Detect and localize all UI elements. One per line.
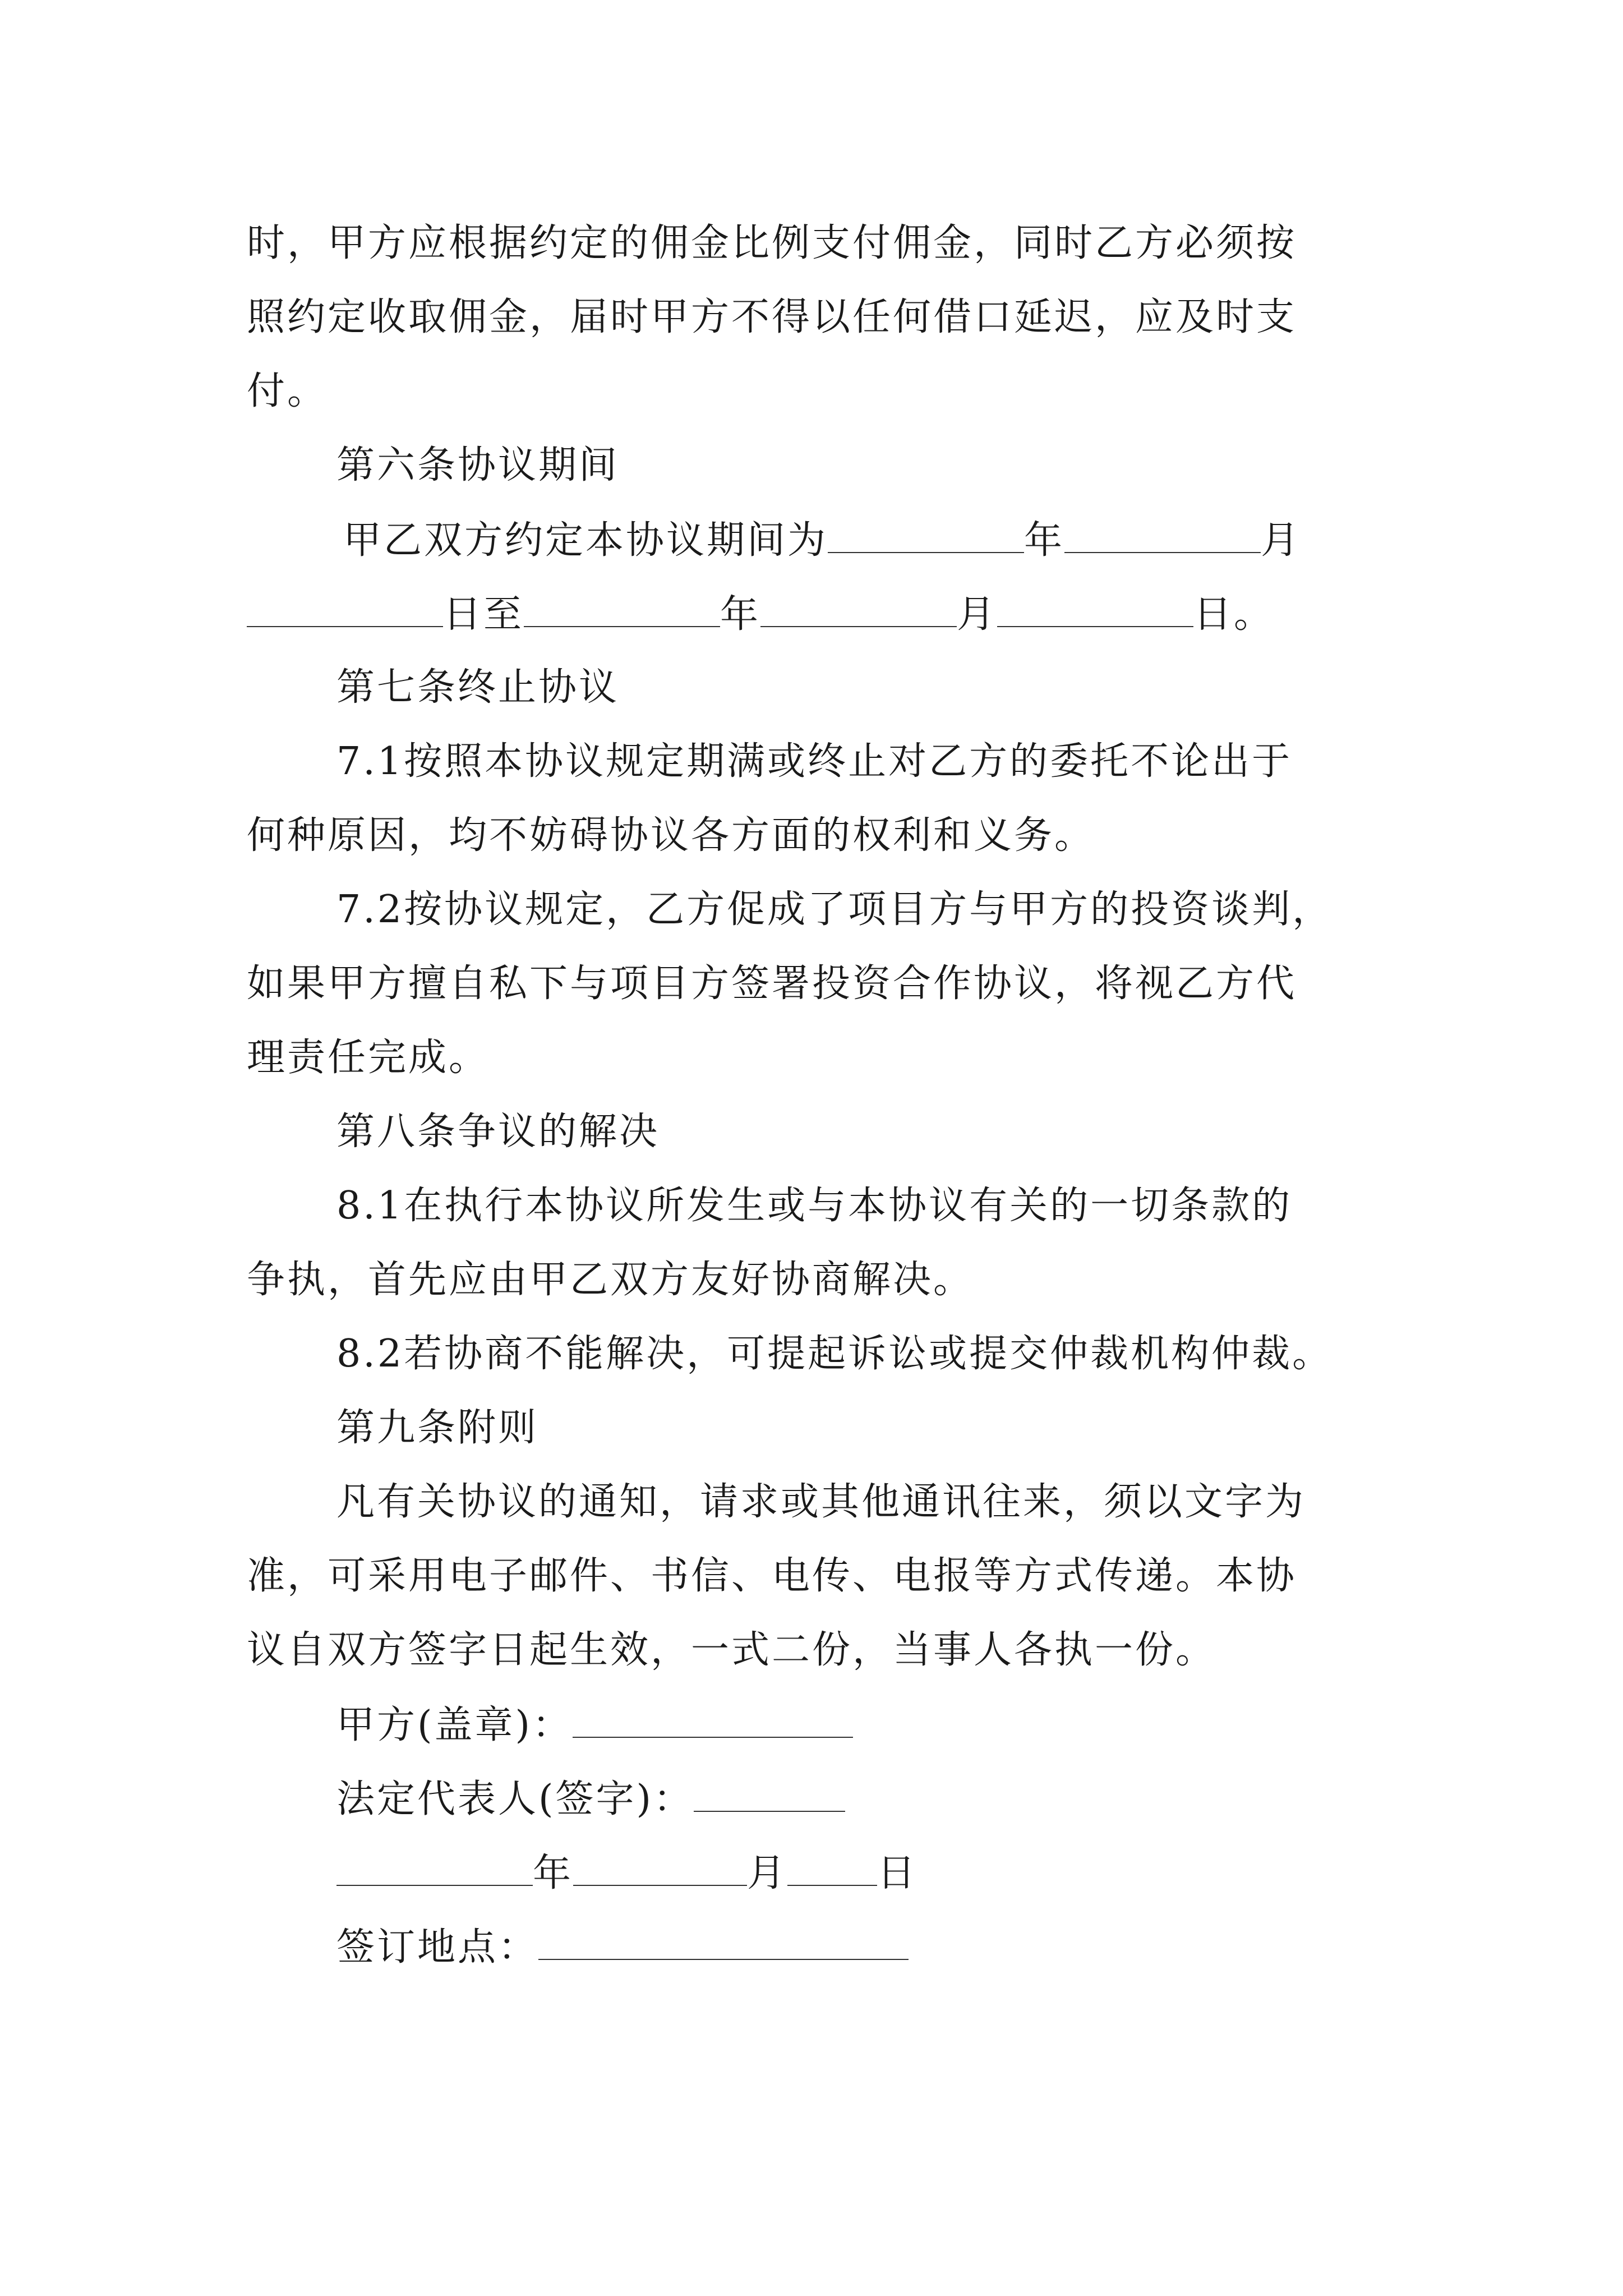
- sign-place-line: [336, 1925, 909, 1970]
- sign-date-line: [336, 1853, 917, 1893]
- text-line: 8.2若协商不能解决，可提起诉讼或提交仲裁机构仲裁。: [336, 1332, 1333, 1376]
- party-a-field[interactable]: [573, 1705, 853, 1738]
- year-label: 年: [1024, 518, 1065, 563]
- text-line: 争执，首先应由甲乙双方友好协商解决。: [247, 1258, 974, 1302]
- day-label: 日: [877, 1851, 918, 1895]
- month-label: 月: [1261, 518, 1302, 563]
- blank-field[interactable]: [828, 521, 1024, 553]
- blank-field[interactable]: [573, 1853, 747, 1886]
- article-heading: 第九条附则: [336, 1406, 539, 1450]
- term-line-1: [343, 518, 1302, 563]
- place-field[interactable]: [538, 1927, 909, 1960]
- legal-rep-field[interactable]: [694, 1779, 845, 1812]
- blank-field[interactable]: [997, 595, 1193, 627]
- term-text: 甲乙双方约定本协议期间为: [343, 518, 828, 563]
- blank-field[interactable]: [247, 595, 443, 627]
- article-heading: 第八条争议的解决: [336, 1110, 660, 1154]
- party-a-label: 甲方(盖章)：: [336, 1703, 573, 1747]
- article-heading: 第七条终止协议: [336, 665, 620, 710]
- text-line: 议自双方签字日起生效，一式二份，当事人各执一份。: [247, 1628, 1216, 1672]
- blank-field[interactable]: [524, 595, 720, 627]
- year-label: 年: [720, 592, 761, 637]
- year-label: 年: [533, 1851, 574, 1895]
- day-to-label: 日至: [443, 592, 524, 637]
- text-line: 准，可采用电子邮件、书信、电传、电报等方式传递。本协: [247, 1554, 1297, 1598]
- article-heading: 第六条协议期间: [336, 443, 620, 487]
- place-label: 签订地点：: [336, 1925, 539, 1970]
- term-line-2: [247, 592, 1275, 637]
- legal-rep-label: 法定代表人(签字)：: [336, 1777, 694, 1821]
- text-line: 何种原因，均不妨碍协议各方面的权利和义务。: [247, 813, 1095, 858]
- month-label: 月: [957, 592, 998, 637]
- party-a-seal-line: [336, 1705, 853, 1745]
- text-line: 付。: [247, 369, 328, 413]
- text-line: 8.1在执行本协议所发生或与本协议有关的一切条款的: [336, 1184, 1293, 1228]
- blank-field[interactable]: [1064, 521, 1261, 553]
- text-line: 如果甲方擅自私下与项目方签署投资合作协议，将视乙方代: [247, 961, 1297, 1006]
- text-line: 照约定收取佣金，届时甲方不得以任何借口延迟，应及时支: [247, 295, 1297, 339]
- blank-field[interactable]: [760, 595, 957, 627]
- blank-field[interactable]: [787, 1853, 877, 1886]
- text-line: 7.1按照本协议规定期满或终止对乙方的委托不论出于: [336, 739, 1293, 784]
- legal-rep-line: [336, 1779, 845, 1819]
- text-line: 理责任完成。: [247, 1036, 490, 1080]
- day-end-label: 日。: [1193, 592, 1275, 637]
- month-label: 月: [747, 1851, 788, 1895]
- blank-field[interactable]: [336, 1853, 533, 1886]
- text-line: 时，甲方应根据约定的佣金比例支付佣金，同时乙方必须按: [247, 221, 1297, 265]
- text-line: 凡有关协议的通知，请求或其他通讯往来，须以文字为: [336, 1480, 1306, 1524]
- text-line: 7.2按协议规定，乙方促成了项目方与甲方的投资谈判，: [336, 887, 1333, 932]
